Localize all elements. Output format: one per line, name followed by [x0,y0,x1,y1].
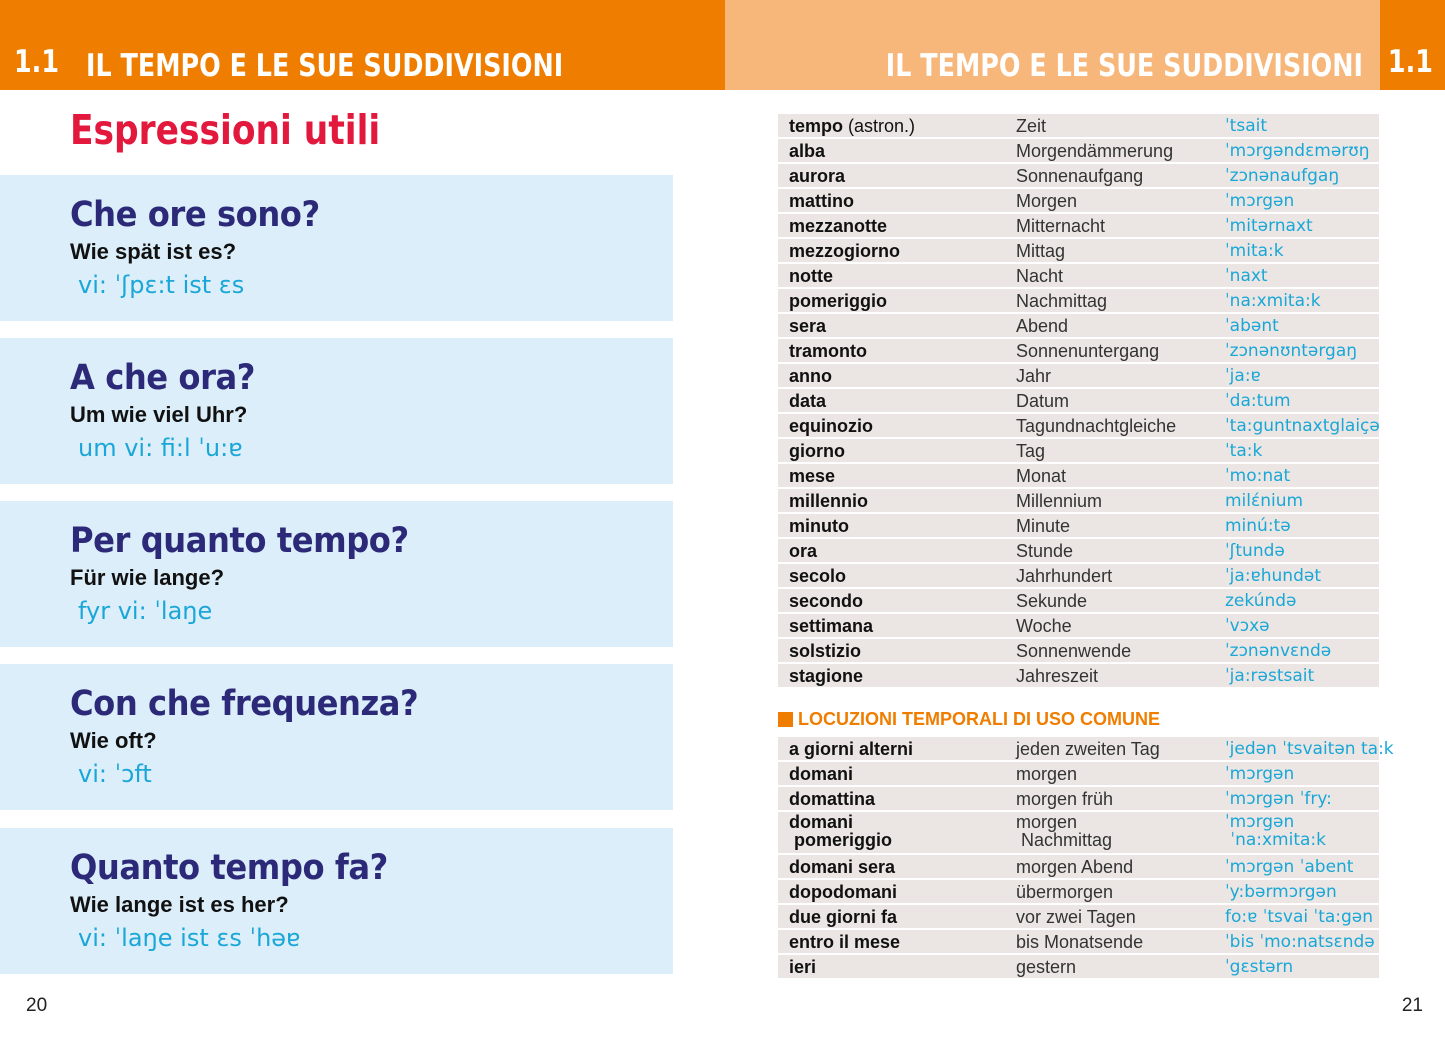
italian-term [789,565,846,588]
german-term-text: Sonnenwende [1016,641,1132,661]
table-row [778,614,1379,639]
ipa-transcription [1225,265,1268,288]
phrase-italian: Che ore sono? [70,195,320,235]
ipa-transcription [1225,813,1326,849]
german-term-text: Tagundnachtgleiche [1016,416,1177,436]
ipa-transcription-text: ˈna:xmita:k [1225,291,1321,311]
table-row [778,639,1379,664]
table-row [778,439,1379,464]
ipa-transcription-text: ˈtsait [1225,116,1268,136]
table-row [778,214,1379,239]
phrase-ipa: fyr vi: ˈlaŋe [78,597,213,625]
german-term-text: Nachmittag [1016,291,1108,311]
phrase-german: Wie spät ist es? [70,239,237,264]
german-term-text: jeden zweiten Tag [1016,739,1160,759]
table-row [778,762,1379,787]
italian-term-text: tramonto [789,341,867,361]
table-row [778,664,1379,689]
italian-term-text: notte [789,266,833,286]
ipa-transcription-text: ˈmita:k [1225,241,1284,261]
ipa-transcription [1225,931,1375,954]
german-term [1016,738,1160,761]
german-term-line: Nachmittag [1016,830,1113,850]
german-term [1016,140,1173,163]
italian-term [789,738,913,761]
ipa-transcription-text: ˈmo:nat [1225,466,1291,486]
table-row [778,464,1379,489]
table-row [778,239,1379,264]
italian-term [789,390,826,413]
ipa-transcription [1225,240,1284,263]
chapter-title-left: IL TEMPO E LE SUE SUDDIVISIONI [86,48,564,84]
german-term [1016,265,1063,288]
table-row [778,855,1379,880]
page-number-right: 21 [1401,995,1423,1016]
german-term-text: Jahrhundert [1016,566,1113,586]
german-term-line: morgen [1016,812,1078,832]
table-row [778,955,1379,980]
german-term-text: Abend [1016,316,1069,336]
ipa-transcription [1225,540,1285,563]
table-row [778,812,1379,855]
ipa-transcription [1225,440,1262,463]
ipa-transcription-text: minú:tə [1225,516,1291,536]
phrase-card [0,501,673,647]
italian-term-text: alba [789,141,826,161]
italian-term-text: millennio [789,491,869,511]
italian-term [789,956,816,979]
italian-term [789,763,853,786]
italian-term-text: domani sera [789,857,896,877]
ipa-transcription [1225,906,1373,929]
ipa-transcription-text: ˈmitərnaxt [1225,216,1313,236]
ipa-transcription [1225,565,1321,588]
ipa-transcription-text: ˈvɔxə [1225,616,1270,636]
german-term-text: Sekunde [1016,591,1088,611]
italian-term-text: tempo [789,116,843,136]
ipa-transcription-text: ˈta:guntnaxtglaiçə [1225,416,1380,436]
section-number-right: 1.1 [1387,44,1433,80]
section-number-left: 1.1 [14,44,60,80]
italian-term-text: secondo [789,591,864,611]
ipa-transcription [1225,165,1339,188]
italian-term [789,290,887,313]
table-row [778,489,1379,514]
phrase-ipa: vi: ˈɔft [78,760,152,788]
table-row [778,189,1379,214]
italian-term [789,590,863,613]
italian-term [789,315,826,338]
italian-term-text: mese [789,466,836,486]
ipa-transcription-text: ˈja:rəstsait [1225,666,1315,686]
ipa-transcription-text: ˈnaxt [1225,266,1268,286]
ipa-transcription [1225,881,1337,904]
german-term-text: morgen Abend [1016,857,1134,877]
italian-term-text: giorno [789,441,845,461]
ipa-transcription-text: ˈmɔrgən ˈabent [1225,857,1354,877]
table-row [778,539,1379,564]
german-term [1016,881,1113,904]
phrase-italian: Per quanto tempo? [70,521,409,561]
italian-term [789,440,845,463]
phrase-german: Um wie viel Uhr? [70,402,248,427]
german-term [1016,931,1143,954]
german-term [1016,390,1069,413]
german-term [1016,165,1143,188]
ipa-transcription [1225,665,1314,688]
italian-term [789,906,897,929]
german-term [1016,415,1176,438]
phrase-german: Für wie lange? [70,565,225,590]
italian-term-text: domani [789,764,854,784]
vocabulary-table [778,114,1379,689]
german-term-text: Sonnenaufgang [1016,166,1144,186]
german-term [1016,763,1077,786]
italian-term-text: sera [789,316,827,336]
german-term-text: Morgen [1016,191,1078,211]
ipa-transcription-text: ˈja:ɐhundət [1225,566,1321,586]
italian-term [789,665,863,688]
german-term [1016,640,1131,663]
italian-term [789,215,887,238]
phrase-ipa: vi: ˈlaŋe ist ɛs ˈhəɐ [78,924,301,952]
german-term-text: Mittag [1016,241,1066,261]
german-term [1016,856,1133,879]
phrase-ipa: vi: ˈʃpɛ:t ist ɛs [78,271,245,299]
german-term-text: morgen [1016,764,1078,784]
italian-term [789,140,825,163]
ipa-transcription-text: ˈmɔrgən ˈfry: [1225,789,1332,809]
german-term-text: Nacht [1016,266,1064,286]
german-term [1016,788,1113,811]
ipa-transcription [1225,640,1331,663]
german-term-text: gestern [1016,957,1077,977]
ipa-transcription-text: ˈda:tum [1225,391,1291,411]
german-term [1016,540,1073,563]
italian-term-text: aurora [789,166,846,186]
german-term-text: Woche [1016,616,1072,636]
table-row [778,364,1379,389]
german-term-text: Zeit [1016,116,1047,136]
phrase-italian: Con che frequenza? [70,684,419,724]
italian-term [789,856,895,879]
table-row [778,314,1379,339]
ipa-transcription [1225,140,1370,163]
ipa-transcription [1225,763,1294,786]
phrase-card [0,175,673,321]
table-row [778,114,1379,139]
ipa-transcription-text: ˈmɔrgəndɛmərʊŋ [1225,141,1370,161]
german-term-text: Minute [1016,516,1071,536]
italian-term [789,115,915,138]
german-term-text: bis Monatsende [1016,932,1144,952]
german-term [1016,906,1136,929]
table-row [778,139,1379,164]
table-row [778,514,1379,539]
italian-term-text: settimana [789,616,874,636]
italian-term-text: anno [789,366,832,386]
ipa-transcription [1225,590,1297,613]
italian-term-text: stagione [789,666,864,686]
phrase-italian: A che ora? [70,358,256,398]
ipa-transcription [1225,390,1291,413]
german-term-text: Jahreszeit [1016,666,1099,686]
german-term [1016,615,1072,638]
german-term [1016,290,1107,313]
ipa-transcription-text: ˈzɔnənaufgaŋ [1225,166,1340,186]
german-term [1016,813,1112,849]
ipa-transcription-text: ˈgɛstərn [1225,957,1294,977]
italian-term [789,240,900,263]
ipa-transcription [1225,365,1261,388]
ipa-transcription-text: ˈmɔrgən [1225,764,1295,784]
italian-term-text: ieri [789,957,817,977]
ipa-transcription-text: ˈʃtundə [1225,541,1285,561]
page-number-left: 20 [26,995,48,1016]
german-term-text: Datum [1016,391,1070,411]
table-row [778,930,1379,955]
phrase-italian: Quanto tempo fa? [70,848,388,888]
table-row [778,414,1379,439]
italian-term [789,615,873,638]
italian-term-text: domattina [789,789,876,809]
ipa-transcription [1225,738,1394,761]
ipa-transcription-text: ˈja:ɐ [1225,366,1261,386]
german-term [1016,190,1077,213]
phrase-german: Wie oft? [70,728,157,753]
german-term-text: Morgendämmerung [1016,141,1174,161]
ipa-transcription-text: fo:ɐ ˈtsvai ˈta:gən [1225,907,1374,927]
german-term-text: Tag [1016,441,1046,461]
ipa-transcription-text: ˈabənt [1225,316,1279,336]
italian-term [789,165,845,188]
german-term-text: Sonnenuntergang [1016,341,1160,361]
ipa-transcription [1225,956,1293,979]
italian-term [789,515,849,538]
italian-term-text: a giorni alterni [789,739,914,759]
phrase-card [0,664,673,810]
german-term-text: übermorgen [1016,882,1114,902]
german-term [1016,365,1051,388]
ipa-transcription [1225,856,1353,879]
german-term-text: Millennium [1016,491,1103,511]
ipa-transcription-text: milɛ́nium [1225,491,1304,511]
german-term-text: Jahr [1016,366,1052,386]
table-row [778,905,1379,930]
german-term [1016,440,1045,463]
italian-term [789,365,832,388]
german-term-text: vor zwei Tagen [1016,907,1136,927]
italian-term-text: due giorni fa [789,907,897,927]
german-term-text: Stunde [1016,541,1074,561]
ipa-transcription [1225,615,1270,638]
german-term-text: Mitternacht [1016,216,1106,236]
table-row [778,880,1379,905]
german-term [1016,240,1065,263]
italian-term-text: mezzanotte [789,216,888,236]
italian-term [789,265,833,288]
italian-term-text: dopodomani [789,882,897,902]
orange-square-bullet [778,712,793,727]
ipa-transcription-text: ˈmɔrgən [1225,191,1295,211]
table-row [778,589,1379,614]
german-term [1016,590,1087,613]
german-term [1016,665,1098,688]
ipa-transcription-text: zekúndə [1225,591,1297,611]
italian-term-line: domani [789,812,854,832]
phrase-german: Wie lange ist es her? [70,892,289,917]
german-term [1016,515,1070,538]
table-row [778,289,1379,314]
ipa-transcription-text: ˈy:bərmɔrgən [1225,882,1337,902]
ipa-transcription [1225,340,1357,363]
german-term [1016,340,1159,363]
chapter-title-right: IL TEMPO E LE SUE SUDDIVISIONI [885,48,1363,84]
ipa-transcription-text: ˈjedən ˈtsvaitən ta:k [1225,739,1394,759]
ipa-transcription-text: ˈzɔnənʊntərgaŋ [1225,341,1358,361]
italian-term-text: entro il mese [789,932,901,952]
german-term [1016,565,1112,588]
ipa-transcription-text: ˈzɔnənvɛndə [1225,641,1332,661]
table-row [778,564,1379,589]
italian-term [789,415,873,438]
italian-term [789,190,854,213]
ipa-transcription [1225,215,1313,238]
ipa-transcription [1225,190,1294,213]
italian-term [789,490,868,513]
italian-term-text: equinozio [789,416,873,436]
ipa-transcription-line: ˈna:xmita:k [1225,830,1326,850]
italian-term-text: solstizio [789,641,862,661]
ipa-transcription [1225,465,1290,488]
table-row [778,787,1379,812]
table-row [778,737,1394,762]
italian-term-text: data [789,391,827,411]
phrase-ipa: um vi: fi:l ˈu:ɐ [78,434,243,462]
german-term [1016,315,1068,338]
italian-term [789,813,892,849]
italian-term [789,788,875,811]
german-term [1016,465,1066,488]
table-row [778,389,1379,414]
italian-term-text: pomeriggio [789,291,887,311]
german-term [1016,215,1105,238]
phrase-card [0,338,673,484]
italian-term-text: ora [789,541,818,561]
italian-term [789,931,900,954]
german-term-text: Monat [1016,466,1067,486]
italian-term [789,540,817,563]
table-row [778,339,1379,364]
locutions-heading-text: LOCUZIONI TEMPORALI DI USO COMUNE [798,709,1160,729]
phrase-card [0,828,673,974]
italian-term [789,465,835,488]
german-term [1016,115,1046,138]
ipa-transcription [1225,515,1291,538]
ipa-transcription-text: ˈta:k [1225,441,1263,461]
italian-term-text: secolo [789,566,847,586]
german-term [1016,490,1102,513]
italian-term-text: mattino [789,191,854,211]
italian-term [789,340,867,363]
section-title: Espressioni utili [70,106,381,154]
ipa-transcription [1225,315,1279,338]
italian-term-text: minuto [789,516,849,536]
ipa-transcription-text: ˈbis ˈmo:natsɛndə [1225,932,1375,952]
italian-term-text: mezzogiorno [789,241,900,261]
table-row [778,164,1379,189]
italian-term [789,881,897,904]
ipa-transcription [1225,788,1332,811]
ipa-transcription [1225,290,1321,313]
ipa-transcription [1225,115,1267,138]
ipa-transcription [1225,415,1380,438]
locutions-table [778,737,1394,980]
german-term-text: morgen früh [1016,789,1114,809]
ipa-transcription-line: ˈmɔrgən [1225,812,1295,832]
german-term [1016,956,1076,979]
ipa-transcription [1225,490,1303,513]
italian-term-line: pomeriggio [789,830,892,850]
italian-term [789,640,861,663]
italian-term-note: (astron.) [843,116,916,136]
table-row [778,264,1379,289]
